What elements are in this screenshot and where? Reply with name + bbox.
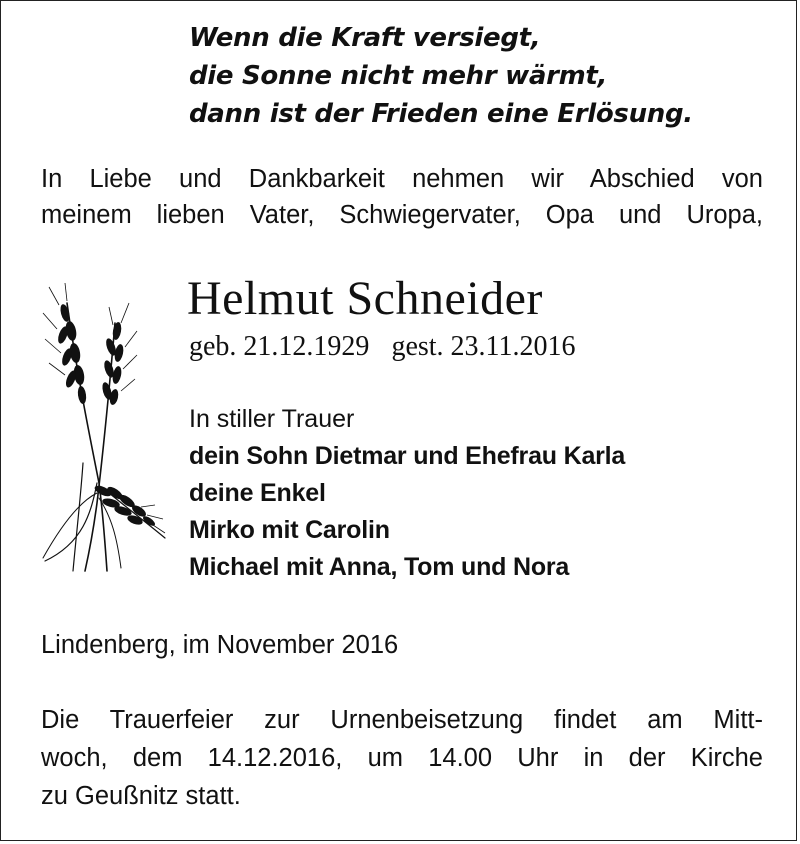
- birth-date: geb. 21.12.1929: [189, 331, 370, 362]
- death-date: gest. 23.11.2016: [391, 331, 576, 362]
- service-info: [41, 701, 763, 815]
- poem-line: die Sonne nicht mehr wärmt,: [189, 61, 608, 91]
- wheat-ears-icon: [37, 283, 167, 573]
- intro-line: meinem lieben Vater, Schwiegervater, Opa und Uropa,: [41, 201, 763, 229]
- poem: [189, 19, 693, 133]
- service-line: zu Geußnitz statt.: [41, 782, 241, 810]
- intro-line: In Liebe und Dankbarkeit nehmen wir Abschied von: [41, 165, 763, 193]
- place-date: Lindenberg, im November 2016: [41, 631, 399, 659]
- mourner-line: dein Sohn Dietmar und Ehefrau Karla: [189, 442, 626, 470]
- mourners-block: [189, 401, 625, 586]
- mourner-line: deine Enkel: [189, 479, 326, 507]
- mourners-heading: In stiller Trauer: [189, 405, 355, 433]
- poem-line: Wenn die Kraft versiegt,: [189, 23, 541, 53]
- life-dates: [189, 329, 576, 365]
- service-line: woch, dem 14.12.2016, um 14.00 Uhr in der Kirche: [41, 744, 763, 772]
- deceased-name: Helmut Schneider: [187, 272, 543, 325]
- poem-line: dann ist der Frieden eine Erlösung.: [189, 99, 693, 129]
- mourner-line: Michael mit Anna, Tom und Nora: [189, 553, 570, 581]
- mourner-line: Mirko mit Carolin: [189, 516, 390, 544]
- intro-text: [41, 161, 763, 233]
- service-line: Die Trauerfeier zur Urnenbeisetzung findet am Mitt-: [41, 706, 763, 734]
